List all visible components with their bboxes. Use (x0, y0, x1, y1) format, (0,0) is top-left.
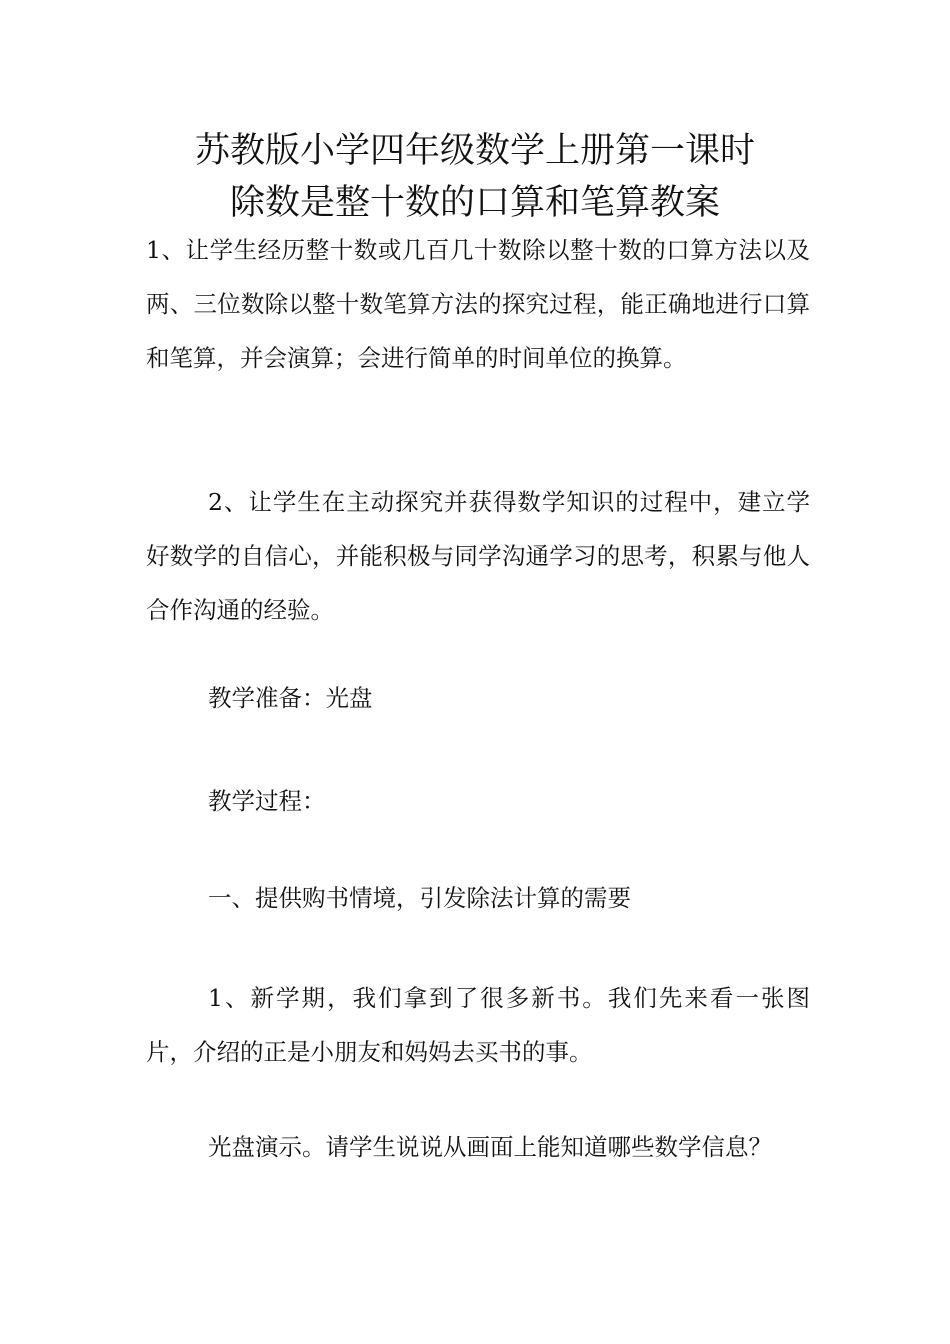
objective-paragraph-2: 2、让学生在主动探究并获得数学知识的过程中，建立学好数学的自信心，并能积极与同学沟通学习的思考，积累与他人合作沟通的经验。 (146, 488, 810, 624)
document-title-line-2: 除数是整十数的口算和笔算教案 (229, 183, 720, 223)
teaching-process-heading: 教学过程： (208, 787, 326, 815)
document-title-line-1: 苏教版小学四年级数学上册第一课时 (194, 131, 755, 171)
process-paragraph-2: 光盘演示。请学生说说从画面上能知道哪些数学信息？ (208, 1133, 772, 1161)
teaching-preparation: 教学准备：光盘 (208, 684, 373, 712)
objective-paragraph-1: 1、让学生经历整十数或几百几十数除以整十数的口算方法以及两、三位数除以整十数笔算方法的探究过程，能正确地进行口算和笔算，并会演算；会进行简单的时间单位的换算。 (146, 236, 810, 372)
section-heading-1: 一、提供购书情境，引发除法计算的需要 (208, 884, 631, 912)
process-paragraph-1: 1、新学期，我们拿到了很多新书。我们先来看一张图片，介绍的正是小朋友和妈妈去买书的事。 (146, 984, 810, 1066)
